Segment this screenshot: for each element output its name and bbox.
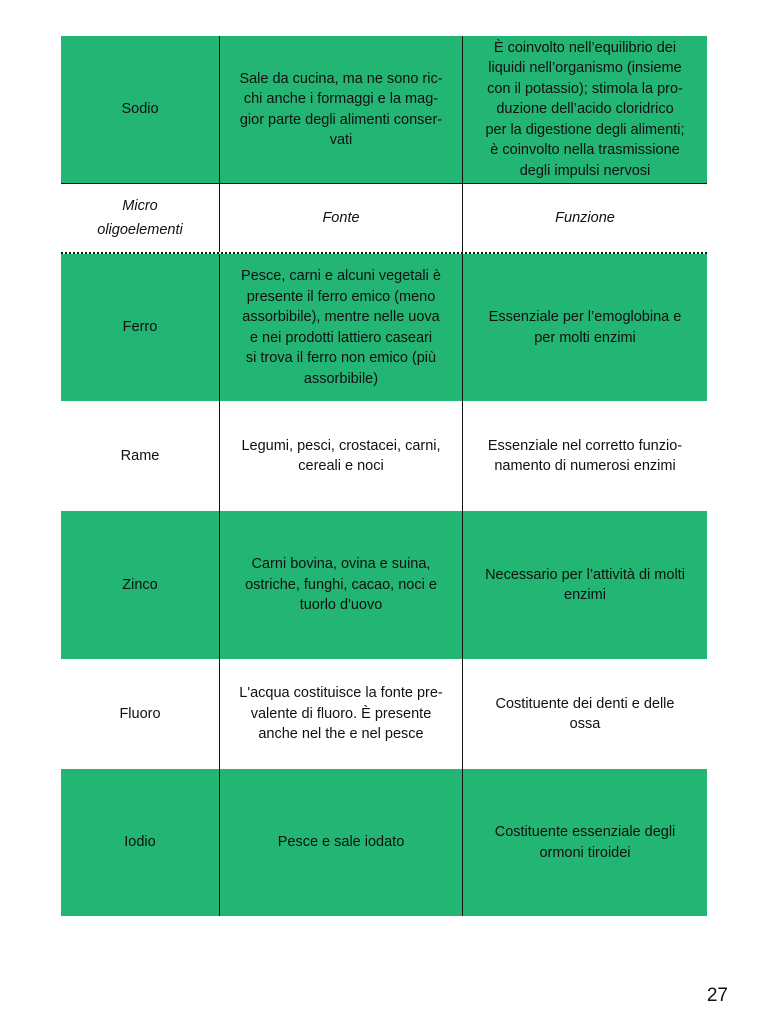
funzione-cell: Essenziale nel corretto funzio- namento di numerosi enzimi (462, 401, 707, 511)
table-row (61, 36, 707, 184)
fonte-cell: Carni bovina, ovina e suina, ostriche, funghi, cacao, noci e tuorlo d'uovo (219, 511, 462, 659)
element-cell: Ferro (122, 319, 158, 336)
element-cell: Zinco (122, 576, 158, 593)
table-row-zinco (61, 511, 707, 659)
table-row-rame (61, 401, 707, 511)
element-cell: Rame (120, 447, 160, 464)
fonte-cell: Sale da cucina, ma ne sono ric- chi anche i formaggi e la mag- gior parte degli alimenti conser- vati (219, 36, 462, 183)
header-fonte: Fonte (219, 184, 462, 252)
element-cell: Fluoro (119, 705, 161, 722)
page-number: 27 (706, 985, 728, 1006)
fonte-cell: Pesce e sale iodato (219, 769, 462, 916)
header-funzione: Funzione (462, 184, 707, 252)
header-micro-oligoelementi: Micro oligoelementi (97, 198, 183, 238)
funzione-cell: Costituente dei denti e delle ossa (462, 659, 707, 769)
element-cell: Iodio (124, 834, 156, 851)
funzione-cell: Costituente essenziale degli ormoni tiroidei (462, 769, 707, 916)
funzione-cell: Essenziale per l’emoglobina e per molti enzimi (462, 254, 707, 401)
table-header-row (61, 184, 707, 254)
funzione-cell: Necessario per l’attività di molti enzimi (462, 511, 707, 659)
table-row-fluoro (61, 659, 707, 769)
nutrition-table (61, 36, 707, 916)
fonte-cell: L'acqua costituisce la fonte pre- valente di fluoro. È presente anche nel the e nel pesce (219, 659, 462, 769)
element-cell: Sodio (121, 101, 159, 118)
fonte-cell: Legumi, pesci, crostacei, carni, cereali e noci (219, 401, 462, 511)
fonte-cell: Pesce, carni e alcuni vegetali è presente il ferro emico (meno assorbibile), mentre nelle uova e nei prodotti lattiero caseari si trova il ferro non emico (più assorbibile) (219, 254, 462, 401)
funzione-cell: È coinvolto nell’equilibrio dei liquidi nell’organismo (insieme con il potassio); stimola la pro- duzione dell’acido cloridrico per la digestione degli alimenti; è coinvolto nella trasmissione degli impulsi nervosi (462, 36, 707, 183)
table-row-ferro (61, 254, 707, 401)
table-row-iodio (61, 769, 707, 916)
